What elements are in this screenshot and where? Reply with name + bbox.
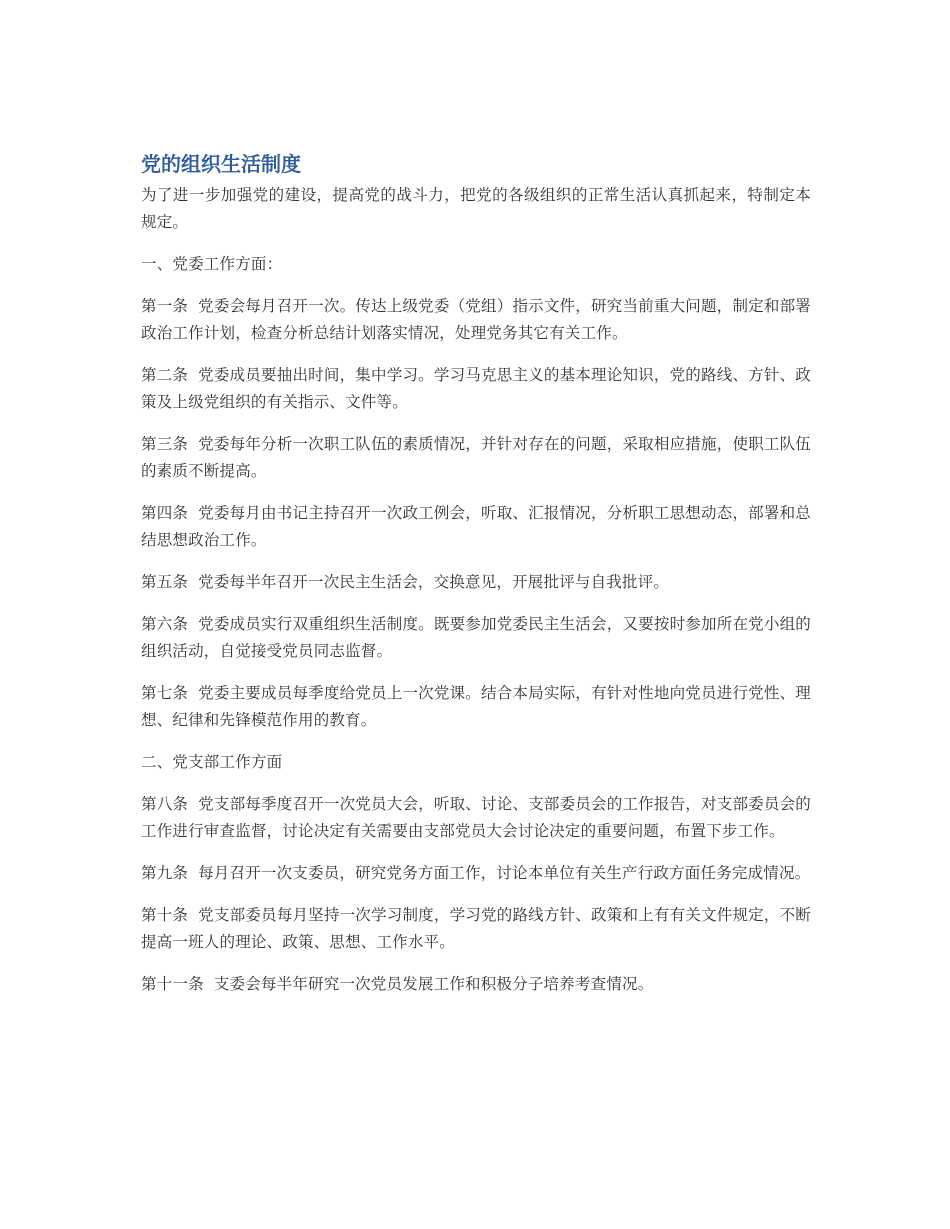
- article-text: 党支部委员每月坚持一次学习制度，学习党的路线方针、政策和上有有关文件规定，不断提高一班人的理论、政策、思想、工作水平。: [141, 906, 811, 951]
- document-body: [141, 148, 811, 1013]
- article-text: 党委成员实行双重组织生活制度。既要参加党委民主生活会，又要按时参加所在党小组的组织活动，自觉接受党员同志监督。: [141, 615, 811, 660]
- article-label: 第十条: [141, 906, 189, 924]
- article-label: 第九条: [141, 864, 189, 882]
- article-2: [141, 362, 811, 416]
- article-label: 第一条: [141, 297, 189, 315]
- article-11: [141, 971, 811, 998]
- article-text: 党委成员要抽出时间，集中学习。学习马克思主义的基本理论知识，党的路线、方针、政策及上级党组织的有关指示、文件等。: [141, 366, 811, 411]
- article-text: 党支部每季度召开一次党员大会，听取、讨论、支部委员会的工作报告，对支部委员会的工作进行审查监督，讨论决定有关需要由支部党员大会讨论决定的重要问题，布置下步工作。: [141, 795, 811, 840]
- article-10: [141, 902, 811, 956]
- section-heading: 二、党支部工作方面: [141, 753, 283, 771]
- section-heading: 一、党委工作方面：: [141, 255, 283, 273]
- article-text: 党委会每月召开一次。传达上级党委（党组）指示文件，研究当前重大问题，制定和部署政治工作计划，检查分析总结计划落实情况，处理党务其它有关工作。: [141, 297, 811, 342]
- article-label: 第四条: [141, 504, 189, 522]
- article-label: 第五条: [141, 573, 189, 591]
- article-text: 党委每年分析一次职工队伍的素质情况，并针对存在的问题，采取相应措施，使职工队伍的素质不断提高。: [141, 435, 811, 480]
- article-1: [141, 293, 811, 347]
- article-text: 党委每半年召开一次民主生活会，交换意见，开展批评与自我批评。: [198, 573, 670, 591]
- article-label: 第三条: [141, 435, 189, 453]
- article-5: [141, 569, 811, 596]
- article-label: 第十一条: [141, 975, 204, 993]
- article-text: 党委主要成员每季度给党员上一次党课。结合本局实际，有针对性地向党员进行党性、理想、纪律和先锋模范作用的教育。: [141, 684, 811, 729]
- article-label: 第八条: [141, 795, 189, 813]
- article-text: 每月召开一次支委员，研究党务方面工作，讨论本单位有关生产行政方面任务完成情况。: [198, 864, 811, 882]
- article-6: [141, 611, 811, 665]
- article-label: 第七条: [141, 684, 189, 702]
- intro-paragraph: 为了进一步加强党的建设，提高党的战斗力，把党的各级组织的正常生活认真抓起来，特制定本规定。: [141, 186, 811, 231]
- article-4: [141, 500, 811, 554]
- article-8: [141, 791, 811, 845]
- article-9: [141, 860, 811, 887]
- article-label: 第二条: [141, 366, 189, 384]
- document-title: 党的组织生活制度: [141, 152, 301, 176]
- article-text: 党委每月由书记主持召开一次政工例会，听取、汇报情况，分析职工思想动态，部署和总结思想政治工作。: [141, 504, 811, 549]
- article-3: [141, 431, 811, 485]
- article-text: 支委会每半年研究一次党员发展工作和积极分子培养考查情况。: [213, 975, 654, 993]
- article-7: [141, 680, 811, 734]
- article-label: 第六条: [141, 615, 189, 633]
